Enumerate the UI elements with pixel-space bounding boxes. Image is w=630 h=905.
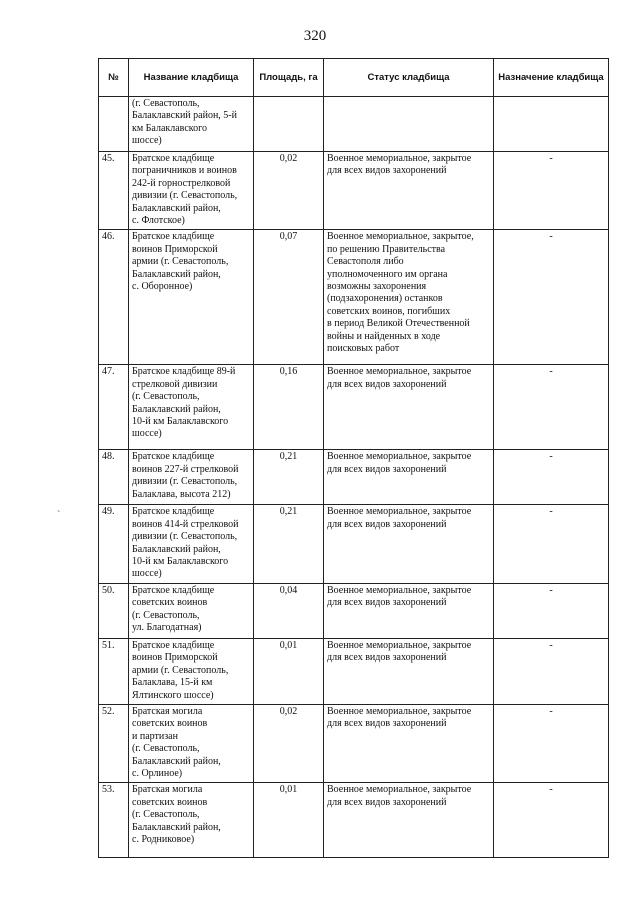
cell-status: Военное мемориальное, закрытое для всех видов захоронений <box>324 638 494 704</box>
cell-name: (г. Севастополь, Балаклавский район, 5-й км Балаклавского шоссе) <box>129 97 254 152</box>
cell-status <box>324 97 494 152</box>
cell-purpose: - <box>494 505 609 583</box>
table-row <box>99 704 609 782</box>
table-row <box>99 365 609 450</box>
cell-area: 0,21 <box>254 450 324 505</box>
cell-name: Братское кладбище воинов 227-й стрелковой дивизии (г. Севастополь, Балаклава, высота 212) <box>129 450 254 505</box>
cell-name: Братское кладбище советских воинов (г. Севастополь, ул. Благодатная) <box>129 583 254 638</box>
cell-status: Военное мемориальное, закрытое для всех видов захоронений <box>324 583 494 638</box>
stray-mark: ` <box>57 510 61 521</box>
cell-num: 53. <box>99 783 129 858</box>
cell-purpose: - <box>494 450 609 505</box>
table-row <box>99 583 609 638</box>
cell-num: 45. <box>99 152 129 230</box>
page-number: 320 <box>303 28 327 44</box>
cell-num: 48. <box>99 450 129 505</box>
cell-purpose <box>494 97 609 152</box>
cell-name: Братское кладбище пограничников и воинов 242-й горнострелковой дивизии (г. Севастополь, Балаклавский район, с. Флотское) <box>129 152 254 230</box>
table-row <box>99 97 609 152</box>
cell-num <box>99 97 129 152</box>
cell-purpose: - <box>494 638 609 704</box>
cell-name: Братская могила советских воинов и партизан (г. Севастополь, Балаклавский район, с. Орлиное) <box>129 704 254 782</box>
cell-status: Военное мемориальное, закрытое для всех видов захоронений <box>324 365 494 450</box>
cell-area: 0,21 <box>254 505 324 583</box>
cell-name: Братская могила советских воинов (г. Севастополь, Балаклавский район, с. Родниковое) <box>129 783 254 858</box>
cell-area: 0,02 <box>254 152 324 230</box>
table-row <box>99 450 609 505</box>
cell-name: Братское кладбище воинов 414-й стрелковой дивизии (г. Севастополь, Балаклавский район, 10-й км Балаклавского шоссе) <box>129 505 254 583</box>
cell-purpose: - <box>494 365 609 450</box>
cell-status: Военное мемориальное, закрытое для всех видов захоронений <box>324 152 494 230</box>
table-row <box>99 783 609 858</box>
cell-status: Военное мемориальное, закрытое для всех видов захоронений <box>324 704 494 782</box>
cell-purpose: - <box>494 230 609 365</box>
cell-num: 52. <box>99 704 129 782</box>
cell-area: 0,02 <box>254 704 324 782</box>
table-header-row <box>99 59 609 97</box>
cell-purpose: - <box>494 704 609 782</box>
cell-area: 0,04 <box>254 583 324 638</box>
cell-purpose: - <box>494 783 609 858</box>
table-row <box>99 230 609 365</box>
cell-status: Военное мемориальное, закрытое для всех видов захоронений <box>324 783 494 858</box>
cell-num: 51. <box>99 638 129 704</box>
table-row <box>99 505 609 583</box>
cell-status: Военное мемориальное, закрытое, по решению Правительства Севастополя либо уполномоченного им органа возможны захоронения (подзахоронения) останков советских воинов, погибших в период Великой Отечественной войны и найденных в ходе поисковых работ <box>324 230 494 365</box>
cell-area: 0,07 <box>254 230 324 365</box>
cell-name: Братское кладбище 89-й стрелковой дивизии (г. Севастополь, Балаклавский район, 10-й км Балаклавского шоссе) <box>129 365 254 450</box>
cell-num: 50. <box>99 583 129 638</box>
header-num: № <box>99 59 129 97</box>
cell-status: Военное мемориальное, закрытое для всех видов захоронений <box>324 450 494 505</box>
cell-num: 49. <box>99 505 129 583</box>
cell-area: 0,01 <box>254 638 324 704</box>
cell-status: Военное мемориальное, закрытое для всех видов захоронений <box>324 505 494 583</box>
cell-area: 0,01 <box>254 783 324 858</box>
cell-area: 0,16 <box>254 365 324 450</box>
cell-name: Братское кладбище воинов Приморской армии (г. Севастополь, Балаклава, 15-й км Ялтинского шоссе) <box>129 638 254 704</box>
header-purpose: Назначение кладбища <box>494 59 609 97</box>
cell-purpose: - <box>494 583 609 638</box>
cell-area <box>254 97 324 152</box>
header-name: Название кладбища <box>129 59 254 97</box>
cell-num: 46. <box>99 230 129 365</box>
header-area: Площадь, га <box>254 59 324 97</box>
cell-num: 47. <box>99 365 129 450</box>
cell-purpose: - <box>494 152 609 230</box>
header-status: Статус кладбища <box>324 59 494 97</box>
table-row <box>99 152 609 230</box>
table-row <box>99 638 609 704</box>
cell-name: Братское кладбище воинов Приморской армии (г. Севастополь, Балаклавский район, с. Оборонное) <box>129 230 254 365</box>
cemetery-table <box>98 58 609 858</box>
